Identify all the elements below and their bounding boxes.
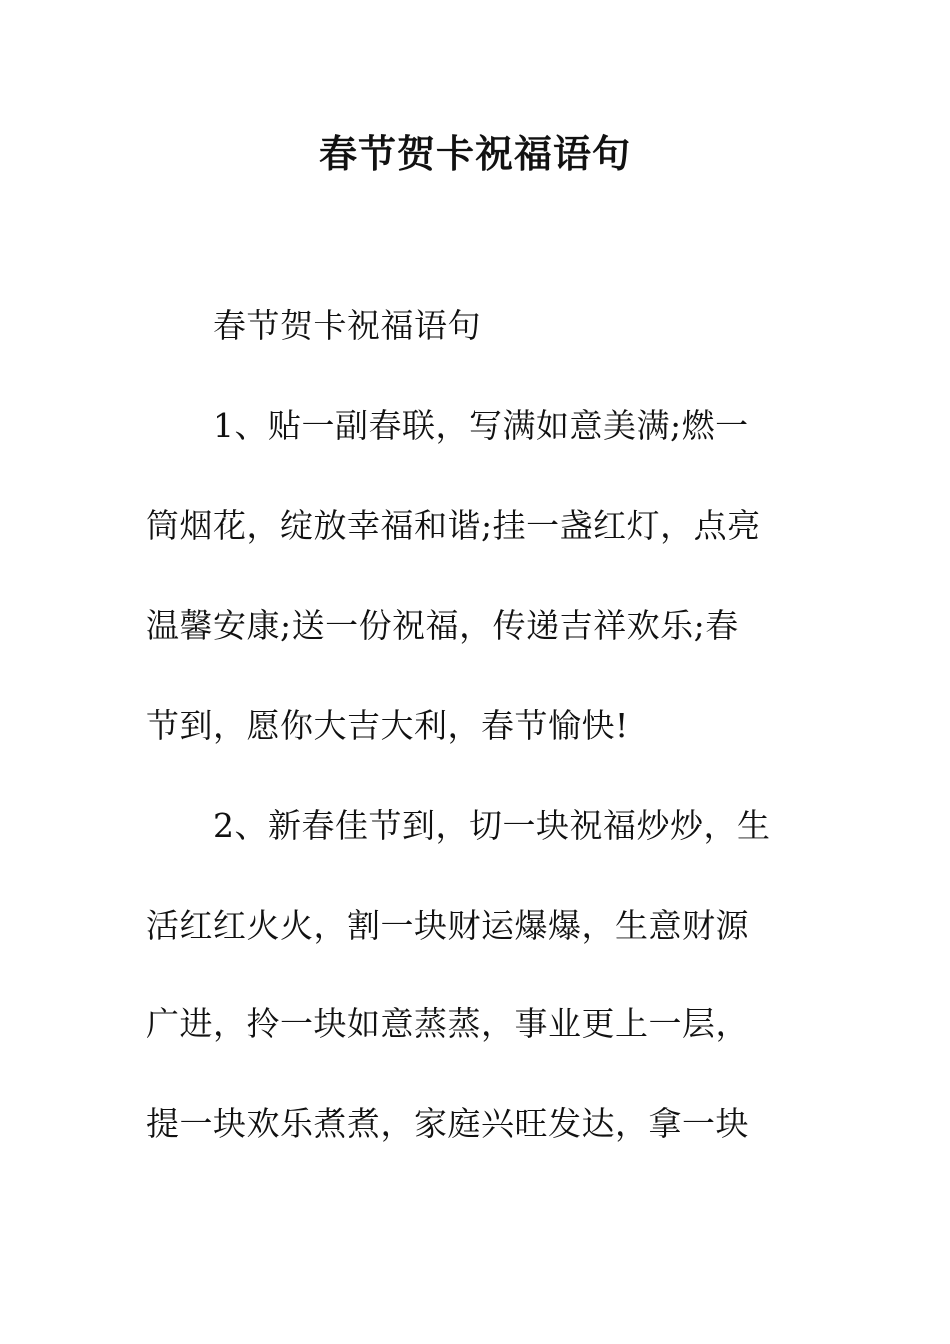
body-line: 活红红火火，割一块财运爆爆，生意财源 <box>146 906 749 945</box>
body-line: 筒烟花，绽放幸福和谐;挂一盏红灯，点亮 <box>146 506 761 545</box>
document-title: 春节贺卡祝福语句 <box>318 131 631 176</box>
body-line: 广进，拎一块如意蒸蒸，事业更上一层， <box>146 1004 749 1043</box>
body-line-heading: 春节贺卡祝福语句 <box>213 306 481 345</box>
body-line: 温馨安康;送一份祝福，传递吉祥欢乐;春 <box>146 606 739 645</box>
body-line: 提一块欢乐煮煮，家庭兴旺发达，拿一块 <box>146 1104 749 1143</box>
body-line: 1、贴一副春联，写满如意美满;燃一 <box>213 406 749 445</box>
body-line: 2、新春佳节到，切一块祝福炒炒，生 <box>213 806 771 845</box>
body-line: 节到，愿你大吉大利，春节愉快! <box>146 706 629 745</box>
